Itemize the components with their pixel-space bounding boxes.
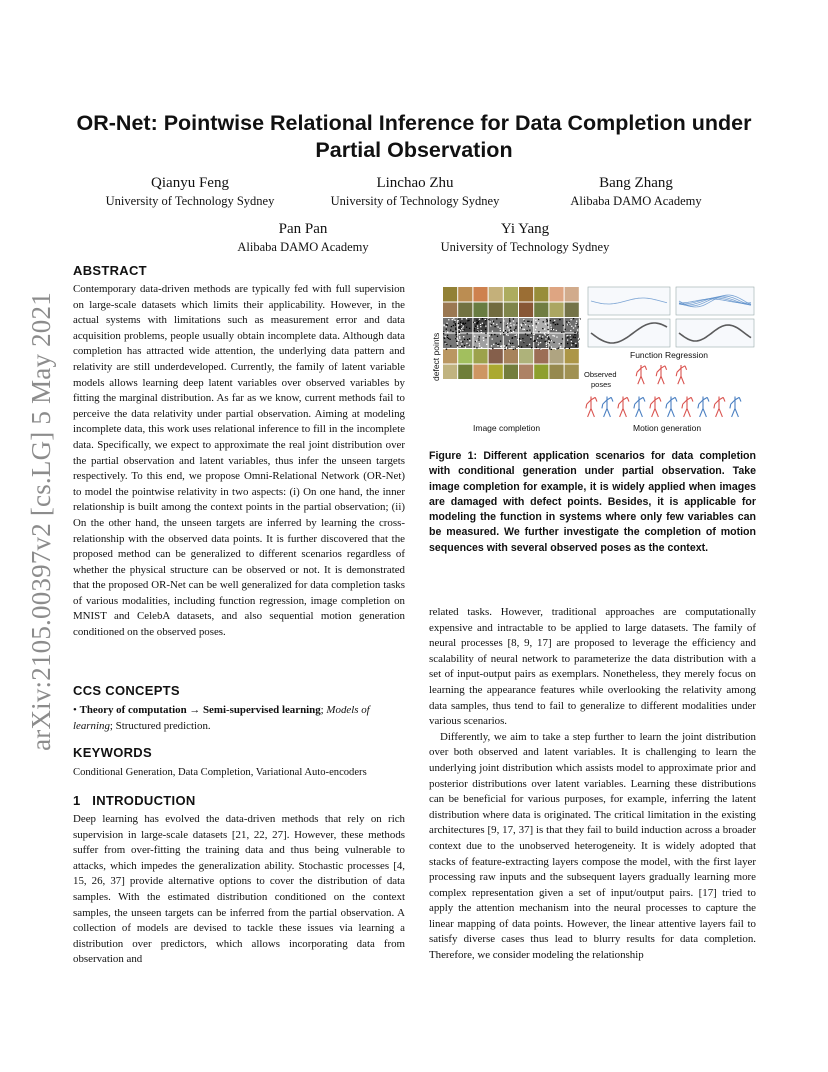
image-thumbnail xyxy=(473,365,487,380)
author-name: Linchao Zhu xyxy=(376,175,454,191)
ccs-heading: CCS CONCEPTS xyxy=(73,683,180,698)
pose-figure xyxy=(618,397,629,417)
image-completion-grid xyxy=(443,287,581,379)
figure-1 xyxy=(429,285,756,437)
pose-figure xyxy=(730,397,741,417)
author-affiliation: University of Technology Sydney xyxy=(330,194,500,208)
image-thumbnail xyxy=(489,303,503,318)
ccs-text xyxy=(73,703,405,734)
image-thumbnail xyxy=(489,365,503,380)
image-thumbnail xyxy=(534,365,548,380)
image-completion-label: Image completion xyxy=(473,423,541,433)
abstract-heading: ABSTRACT xyxy=(73,263,147,278)
image-thumbnail xyxy=(504,349,518,364)
intro-paragraph-2: related tasks. However, traditional approaches are computationally expensive and intractable to be applied to large datasets. The family of neural processes [8, 9, 17] are proposed to leverage the efficiency and scalability of neural network to parameterize the data distribution with a set of input-output pairs as exemplars. Nonetheless, they merely focus on learning the appearance features while overlooking the relativity among data samples, thus tend to fail to generalize to different modalities under various scenarios. xyxy=(429,606,756,728)
observed-label-1: Observed xyxy=(584,370,617,379)
author-block-1 xyxy=(90,174,290,209)
pose-figure xyxy=(698,397,709,417)
abstract-section xyxy=(73,263,405,641)
author-name: Pan Pan xyxy=(278,221,328,237)
intro-heading xyxy=(73,793,405,808)
image-thumbnail xyxy=(473,287,487,302)
keywords-text: Conditional Generation, Data Completion, Variational Auto-encoders xyxy=(73,767,367,778)
image-thumbnail xyxy=(565,349,579,364)
image-thumbnail xyxy=(489,349,503,364)
keywords-section xyxy=(73,745,405,781)
image-thumbnail xyxy=(458,287,472,302)
pose-figure xyxy=(586,397,597,417)
image-thumbnail xyxy=(473,349,487,364)
author-block-3 xyxy=(536,174,736,209)
image-thumbnail xyxy=(443,303,457,318)
function-regression-panels xyxy=(588,287,754,347)
ccs-primary-concept: Theory of computation → Semi-supervised learning xyxy=(79,704,321,716)
figure-1-caption xyxy=(429,449,756,556)
ccs-secondary-concept: Models of learning xyxy=(73,704,370,732)
image-thumbnail xyxy=(565,365,579,380)
pose-figure xyxy=(634,397,645,417)
image-thumbnail xyxy=(519,303,533,318)
author-affiliation: University of Technology Sydney xyxy=(105,194,275,208)
author-affiliation: Alibaba DAMO Academy xyxy=(237,240,369,254)
author-name: Qianyu Feng xyxy=(151,175,229,191)
intro-paragraph-1: Deep learning has evolved the data-driven methods that rely on rich supervision in large-scale datasets [21, 22, 27]. However, these methods suffer from over-fitting the training data and thus being vulnerable to attacks, which impedes the generalization ability. Stochastic processes [4, 15, 26, 37] provide alternative options to cover the distribution of data samples. With the estimated distribution conditioned on the context samples, the unseen targets can be inferred from the partial observation. A collection of models are devised to tackle these issues via learning a distribution over predictors, which allows incorporating data from observation and xyxy=(73,813,405,966)
image-thumbnail xyxy=(534,303,548,318)
image-thumbnail xyxy=(458,349,472,364)
author-name: Bang Zhang xyxy=(599,175,673,191)
author-block-5 xyxy=(418,220,632,255)
image-thumbnail xyxy=(443,349,457,364)
image-thumbnail xyxy=(534,349,548,364)
pose-figure xyxy=(666,397,677,417)
image-thumbnail xyxy=(458,303,472,318)
image-thumbnail xyxy=(519,349,533,364)
intro-section-left xyxy=(73,793,405,968)
figure-1-caption-text: Figure 1: Different application scenarios for data completion with conditional generation under partial observation. Take image completion for example, it is widely applied when images are damaged with defect points. Besides, it is applicable for modeling the function in systems where only few variables can be measured. We further investigate the completion of motion sequences with several observed poses as the context. xyxy=(429,450,756,554)
author-block-2 xyxy=(315,174,515,209)
image-thumbnail xyxy=(549,303,563,318)
ccs-rest: ; Structured prediction. xyxy=(109,719,211,732)
arxiv-identifier xyxy=(22,288,60,754)
pose-figure xyxy=(636,365,646,384)
image-thumbnail xyxy=(458,365,472,380)
author-affiliation: University of Technology Sydney xyxy=(440,240,610,254)
arxiv-identifier-text: arXiv:2105.00397v2 [cs.LG] 5 May 2021 xyxy=(25,291,56,751)
ccs-separator: ; xyxy=(320,704,327,716)
intro-section-right xyxy=(429,605,756,964)
image-thumbnail xyxy=(489,287,503,302)
image-thumbnail xyxy=(565,303,579,318)
pose-figure xyxy=(682,397,693,417)
keywords-heading: KEYWORDS xyxy=(73,745,152,760)
image-thumbnail xyxy=(549,365,563,380)
abstract-text: Contemporary data-driven methods are typically fed with full supervision on large-scale datasets which limits their applicability. However, in the actual systems with limitations such as measurement error and data acquisition problems, people usually obtain incomplete data. Although data completion has attracted wide attention, the underlying data pattern and relativity are still underdeveloped. Currently, the family of latent variable models allows learning deep latent variables over observed variables by fitting the marginal distribution. As far as we know, current methods fail to perceive the data relativity under partial observation. Aiming at modeling incomplete data, this work uses relational inference to fill in the incomplete data. Specifically, we expect to approximate the real joint distribution over the partial observation and latent variables, thus infer the unseen targets respectively. To this end, we propose Omni-Relational Network (OR-Net) to model the pointwise relativity in two aspects: (i) On one hand, the inner relationship is built among the context points in the partial observation; (ii) On the other hand, the unseen targets are inferred by learning the cross-relationship with the observed data points. It is further discovered that the proposed method can be generalized to different scenarios regardless of whether the physical structure can be observed or not. It is demonstrated that the proposed OR-Net can be well generalized for data completion tasks of various modalities, including function regression, image completion on MNIST and CelebA datasets, and also sequential motion generation conditioned on the observed poses. xyxy=(73,283,405,639)
motion-generation-label: Motion generation xyxy=(633,423,702,433)
image-thumbnail xyxy=(519,365,533,380)
image-thumbnail xyxy=(473,303,487,318)
image-thumbnail xyxy=(565,287,579,302)
image-thumbnail xyxy=(534,287,548,302)
image-thumbnail xyxy=(504,303,518,318)
paper-title: OR-Net: Pointwise Relational Inference for Data Completion under Partial Observation xyxy=(76,111,752,162)
image-thumbnail xyxy=(519,287,533,302)
observed-label-2: poses xyxy=(591,380,612,389)
ccs-bullet: • xyxy=(73,704,77,716)
image-thumbnail xyxy=(443,365,457,380)
pose-figure xyxy=(650,397,661,417)
pose-figure xyxy=(602,397,613,417)
author-affiliation: Alibaba DAMO Academy xyxy=(570,194,702,208)
pose-figure xyxy=(656,365,666,384)
ccs-section xyxy=(73,683,405,734)
pose-figure xyxy=(676,365,686,384)
image-thumbnail xyxy=(504,287,518,302)
image-thumbnail xyxy=(443,287,457,302)
function-regression-label: Function Regression xyxy=(630,350,708,360)
figure-1-graphic xyxy=(429,285,756,437)
image-thumbnail xyxy=(549,287,563,302)
image-thumbnail xyxy=(443,334,457,349)
defect-points-label: defect points xyxy=(431,332,441,381)
intro-heading-text: INTRODUCTION xyxy=(92,793,196,808)
image-thumbnail xyxy=(549,349,563,364)
author-block-4 xyxy=(203,220,403,255)
pose-figure xyxy=(714,397,725,417)
author-name: Yi Yang xyxy=(500,221,550,237)
image-thumbnail xyxy=(504,334,518,349)
image-thumbnail xyxy=(473,334,487,349)
intro-heading-number: 1 xyxy=(73,793,81,808)
image-thumbnail xyxy=(504,365,518,380)
intro-paragraph-3: Differently, we aim to take a step further to learn the joint distribution over both observed and latent variables. It is challenging to learn the underlying joint distribution which assists model to approximate prior and posterior distributions over latent variables. Learning these distributions can be beneficial for various purposes, for example, inferring the latent distribution where data is originated. The critical limitation in the existing architectures [9, 17, 37] is that they fail to build induction across a broader context due to the unobserved heterogeneity. It is widely adopted that stacks of feature-extracting layers compose the model, with the first layer processing raw inputs and the subsequent layers gradually learning more complex representation given a set of input/output pairs. [17] tried to apply the attention mechanism into the neural processes to capture the linear mapping of data points. However, the linear attentive layers fail to satisfy diverse cases thus lead to blurry results for data completion. Therefore, we consider modeling the relationship xyxy=(429,730,756,962)
